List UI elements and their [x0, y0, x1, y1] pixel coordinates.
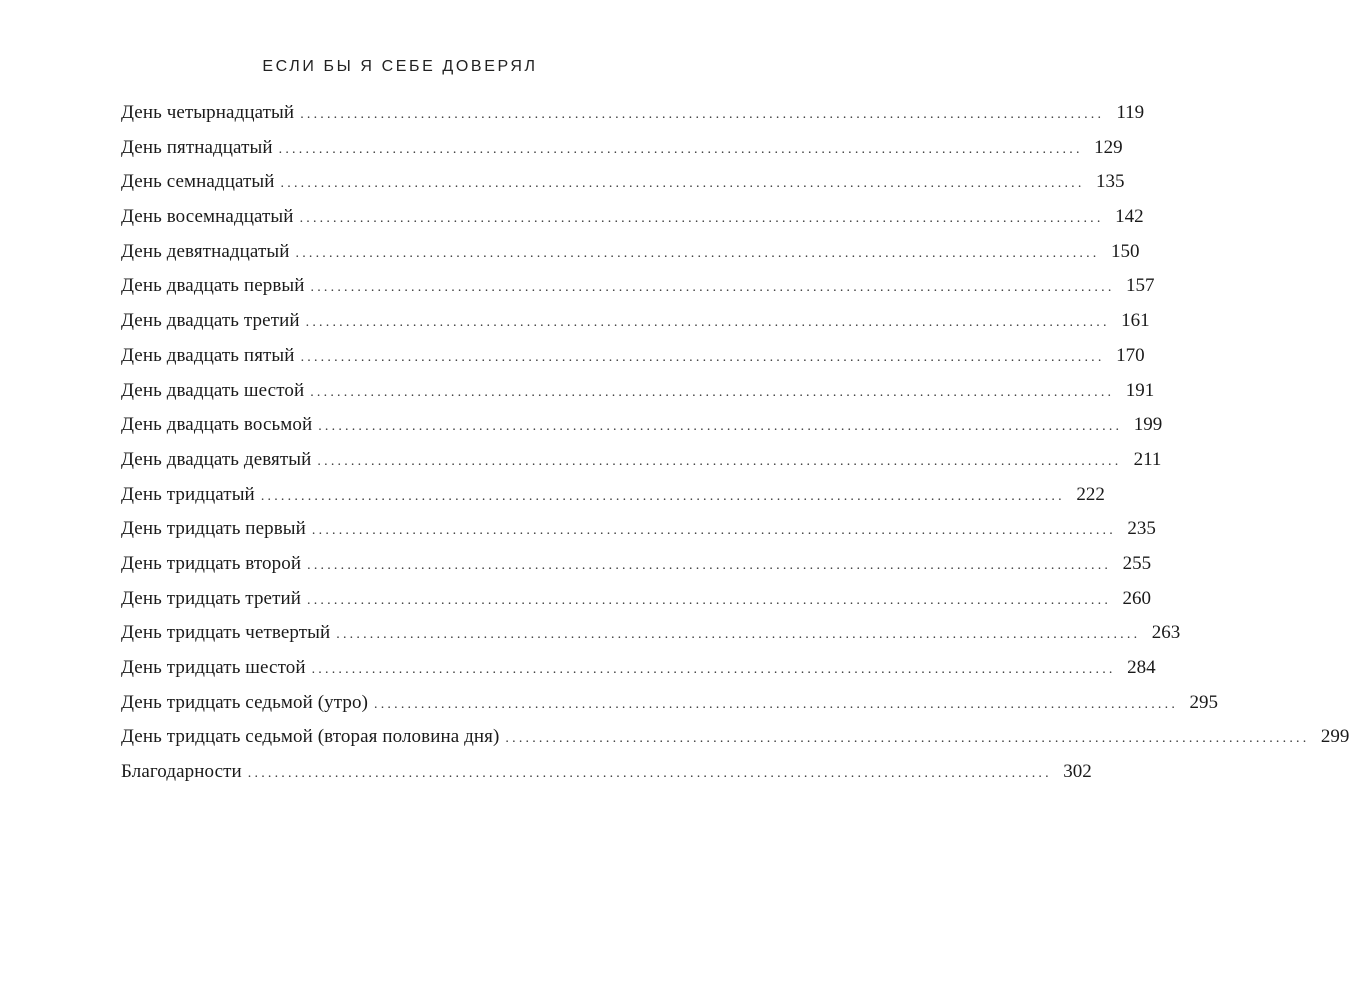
toc-entry-title: День девятнадцатый — [121, 240, 290, 262]
toc-entry-page: 211 — [1133, 448, 1162, 470]
toc-leader-dots: ........................................................................................................................ — [247, 766, 1052, 782]
toc-entry[interactable] — [121, 755, 1092, 790]
toc-entry[interactable] — [121, 582, 1152, 617]
toc-entry-title: День тридцать шестой — [121, 657, 306, 678]
toc-entry-title: День тридцать седьмой (вторая половина дня) — [121, 726, 500, 748]
toc-entry-page: 135 — [1096, 171, 1125, 193]
toc-entry-title: День пятнадцатый — [121, 136, 273, 158]
toc-entry-page: 119 — [1116, 102, 1145, 123]
toc-entry[interactable] — [121, 131, 1123, 166]
toc-entry-page: 235 — [1127, 518, 1156, 540]
toc-leader-dots: ........................................................................................................................ — [374, 696, 1179, 712]
toc-entry[interactable] — [121, 547, 1152, 582]
toc-entry-page: 302 — [1063, 761, 1092, 783]
toc-leader-dots: ........................................................................................................................ — [260, 488, 1065, 504]
toc-entry-title: День восемнадцатый — [121, 206, 294, 228]
toc-entry[interactable] — [121, 200, 1144, 235]
toc-entry[interactable] — [121, 720, 1349, 755]
toc-leader-dots: ........................................................................................................................ — [317, 453, 1122, 469]
toc-entry[interactable] — [121, 339, 1145, 374]
toc-entry[interactable] — [121, 616, 1181, 651]
toc-entry[interactable] — [121, 443, 1162, 478]
toc-entry[interactable] — [121, 96, 1145, 131]
toc-entry-title: День тридцать первый — [121, 518, 306, 540]
toc-entry-title: Благодарности — [121, 761, 242, 783]
toc-entry-title: День двадцать третий — [121, 310, 300, 332]
toc-entry-page: 295 — [1189, 691, 1219, 713]
toc-entry[interactable] — [121, 408, 1163, 443]
toc-entry-page: 263 — [1151, 622, 1181, 644]
toc-entry[interactable] — [121, 686, 1219, 721]
toc-leader-dots: ........................................................................................................................ — [307, 557, 1112, 573]
toc-entry[interactable] — [121, 304, 1150, 339]
toc-leader-dots: ........................................................................................................................ — [299, 211, 1104, 227]
toc-entry-title: День двадцать девятый — [121, 448, 312, 470]
toc-entry[interactable] — [121, 165, 1125, 200]
toc-entry-page: 142 — [1115, 206, 1144, 228]
toc-entry-title: День тридцать второй — [121, 552, 302, 574]
toc-entry-page: 299 — [1320, 726, 1349, 748]
toc-entry[interactable] — [121, 235, 1140, 270]
toc-entry-page: 260 — [1122, 587, 1152, 609]
toc-leader-dots: ........................................................................................................................ — [300, 349, 1105, 365]
toc-entry-page: 170 — [1116, 344, 1145, 366]
toc-leader-dots: ........................................................................................................................ — [505, 731, 1310, 747]
toc-leader-dots: ........................................................................................................................ — [305, 315, 1110, 331]
toc-entry-page: 284 — [1127, 657, 1156, 678]
toc-entry-title: День двадцать шестой — [121, 379, 305, 401]
toc-entry-title: День тридцать четвертый — [121, 622, 331, 644]
toc-leader-dots: ........................................................................................................................ — [280, 176, 1085, 192]
toc-entry[interactable] — [121, 374, 1155, 409]
toc-leader-dots: ........................................................................................................................ — [336, 627, 1141, 643]
running-head-title: ЕСЛИ БЫ Я СЕБЕ ДОВЕРЯЛ — [262, 58, 538, 75]
toc-entry-title: День четырнадцатый — [121, 102, 295, 123]
toc-entry[interactable] — [121, 269, 1155, 304]
toc-leader-dots: ........................................................................................................................ — [278, 141, 1083, 157]
toc-leader-dots: ........................................................................................................................ — [300, 107, 1105, 122]
table-of-contents — [121, 96, 1349, 790]
toc-leader-dots: ........................................................................................................................ — [318, 419, 1123, 435]
toc-entry-page: 150 — [1111, 240, 1140, 262]
toc-entry-title: День двадцать восьмой — [121, 414, 313, 436]
toc-entry-title: День тридцать третий — [121, 587, 302, 609]
toc-entry[interactable] — [121, 512, 1156, 547]
toc-entry[interactable] — [121, 651, 1156, 686]
toc-entry-title: День семнадцатый — [121, 171, 275, 193]
toc-entry-page: 129 — [1094, 136, 1123, 158]
toc-leader-dots: ........................................................................................................................ — [310, 280, 1115, 296]
toc-leader-dots: ........................................................................................................................ — [311, 523, 1116, 539]
toc-entry-page: 199 — [1133, 414, 1163, 436]
toc-leader-dots: ........................................................................................................................ — [310, 384, 1115, 400]
toc-entry-title: День двадцать пятый — [121, 344, 295, 366]
toc-entry-title: День двадцать первый — [121, 275, 305, 297]
toc-entry-page: 191 — [1125, 379, 1155, 401]
toc-entry-page: 157 — [1126, 275, 1155, 297]
toc-entry[interactable] — [121, 478, 1105, 513]
toc-leader-dots: ........................................................................................................................ — [295, 245, 1100, 261]
toc-entry-title: День тридцатый — [121, 483, 255, 505]
toc-entry-page: 161 — [1121, 310, 1150, 332]
toc-entry-page: 255 — [1122, 552, 1152, 574]
toc-entry-title: День тридцать седьмой (утро) — [121, 691, 369, 713]
toc-leader-dots: ........................................................................................................................ — [307, 592, 1112, 608]
toc-leader-dots: ........................................................................................................................ — [311, 662, 1116, 677]
toc-entry-page: 222 — [1076, 483, 1105, 505]
